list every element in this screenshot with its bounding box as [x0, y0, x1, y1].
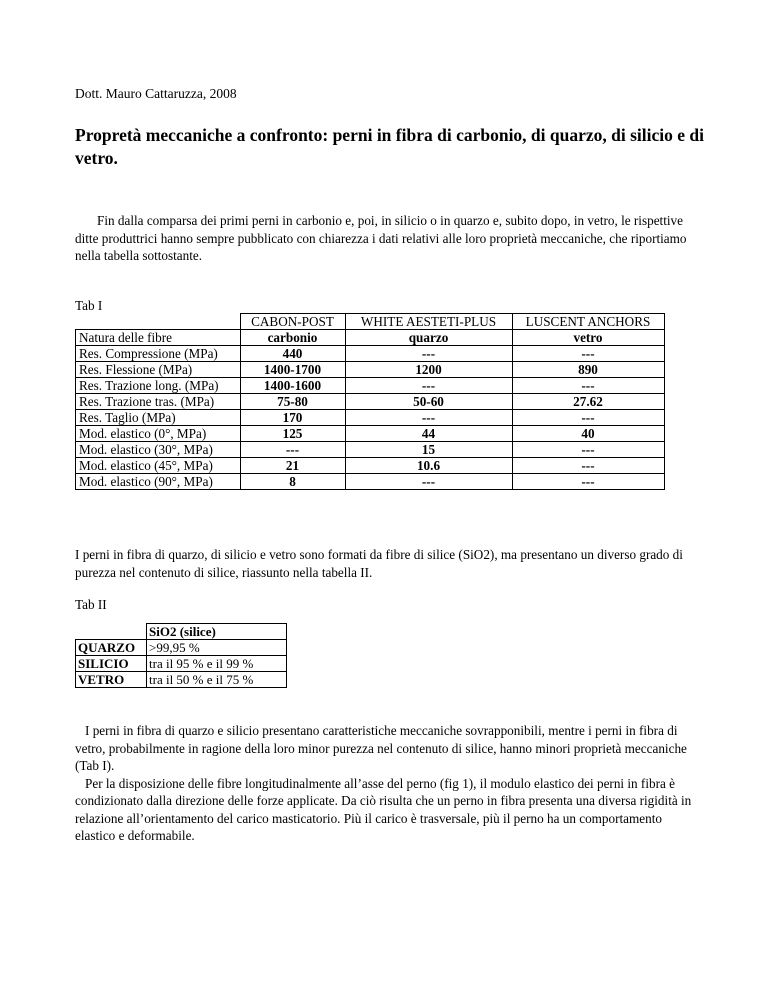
- table-cell: 170: [240, 410, 345, 426]
- table-cell: tra il 95 % e il 99 %: [147, 656, 287, 672]
- table-cell: 1200: [345, 362, 512, 378]
- row-label: Mod. elastico (30°, MPa): [76, 442, 241, 458]
- row-label: Mod. elastico (90°, MPa): [76, 474, 241, 490]
- table-cell: 1400-1600: [240, 378, 345, 394]
- conclusion-section: [75, 722, 705, 845]
- conclusion-paragraph: I perni in fibra di quarzo e silicio presentano caratteristiche meccaniche sovrapponibili, mentre i perni in fibra di vetro, probabilmente in ragione della loro minor purezza nel contenuto di silice, hanno minori proprietà meccaniche (Tab I).: [75, 723, 687, 773]
- table-cell: ---: [512, 474, 664, 490]
- table-row: [76, 346, 665, 362]
- table-cell: 44: [345, 426, 512, 442]
- table-cell: 890: [512, 362, 664, 378]
- table-cell: ---: [345, 378, 512, 394]
- table-row: [76, 672, 287, 688]
- table-cell: ---: [512, 442, 664, 458]
- table-cell: carbonio: [240, 330, 345, 346]
- table-row: [76, 640, 287, 656]
- table-cell: tra il 50 % e il 75 %: [147, 672, 287, 688]
- row-label: VETRO: [76, 672, 147, 688]
- table-row: [76, 458, 665, 474]
- table-cell: ---: [512, 346, 664, 362]
- table2-header-row: [76, 624, 287, 640]
- silica-paragraph: I perni in fibra di quarzo, di silicio e vetro sono formati da fibre di silice (SiO2), ma presentano un diverso grado di purezza nel contenuto di silice, riassunto nella tabella II.: [75, 547, 683, 580]
- table-row: [76, 330, 665, 346]
- table1-header-row: [76, 314, 665, 330]
- table-row: [76, 394, 665, 410]
- conclusion-paragraph: Per la disposizione delle fibre longitudinalmente all’asse del perno (fig 1), il modulo elastico dei perni in fibra è condizionato dalla direzione delle forze applicate. Da ciò risulta che un perno in fibra presenta una diversa rigidità in relazione all’orientamento del carico masticatorio. Più il carico è trasversale, più il perno ha un comportamento elastico e deformabile.: [75, 775, 692, 843]
- row-label: Res. Trazione tras. (MPa): [76, 394, 241, 410]
- table-row: [76, 362, 665, 378]
- row-label: Mod. elastico (0°, MPa): [76, 426, 241, 442]
- table-cell: 8: [240, 474, 345, 490]
- table-cell: ---: [345, 474, 512, 490]
- row-label: Mod. elastico (45°, MPa): [76, 458, 241, 474]
- table1-column-header: WHITE AESTETI-PLUS: [345, 314, 512, 330]
- table-cell: 27.62: [512, 394, 664, 410]
- author-line: Dott. Mauro Cattaruzza, 2008: [75, 86, 237, 101]
- table-cell: ---: [345, 410, 512, 426]
- table-row: [76, 378, 665, 394]
- table1-caption: Tab I: [75, 298, 103, 313]
- table-cell: 15: [345, 442, 512, 458]
- table-cell: 440: [240, 346, 345, 362]
- row-label: Natura delle fibre: [76, 330, 241, 346]
- table-cell: ---: [512, 410, 664, 426]
- table-cell: 50-60: [345, 394, 512, 410]
- row-label: Res. Taglio (MPa): [76, 410, 241, 426]
- table2-caption: Tab II: [75, 597, 107, 612]
- table-cell: >99,95 %: [147, 640, 287, 656]
- table-cell: 1400-1700: [240, 362, 345, 378]
- table-cell: 75-80: [240, 394, 345, 410]
- intro-paragraph: Fin dalla comparsa dei primi perni in carbonio e, poi, in silicio o in quarzo e, subito dopo, in vetro, le rispettive ditte produttrici hanno sempre pubblicato con chiarezza i dati relativi alle loro proprietà meccaniche, che riportiamo nella tabella sottostante.: [75, 213, 687, 263]
- table1-corner-cell: [76, 314, 241, 330]
- table-row: [76, 442, 665, 458]
- document-title: Propretà meccaniche a confronto: perni in fibra di carbonio, di quarzo, di silicio e di vetro.: [75, 125, 705, 168]
- table-cell: vetro: [512, 330, 664, 346]
- table-row: [76, 656, 287, 672]
- table-cell: 40: [512, 426, 664, 442]
- table2-corner-cell: [76, 624, 147, 640]
- table-cell: 125: [240, 426, 345, 442]
- table-cell: 10.6: [345, 458, 512, 474]
- table1-column-header: CABON-POST: [240, 314, 345, 330]
- row-label: SILICIO: [76, 656, 147, 672]
- row-label: Res. Flessione (MPa): [76, 362, 241, 378]
- table-row: [76, 474, 665, 490]
- table-row: [76, 410, 665, 426]
- table-cell: ---: [345, 346, 512, 362]
- table-cell: 21: [240, 458, 345, 474]
- table-cell: ---: [512, 458, 664, 474]
- table1-column-header: LUSCENT ANCHORS: [512, 314, 664, 330]
- properties-table: [75, 313, 665, 490]
- table-cell: ---: [240, 442, 345, 458]
- table-cell: ---: [512, 378, 664, 394]
- table-cell: quarzo: [345, 330, 512, 346]
- silica-table: [75, 623, 287, 688]
- table2-column-header: SiO2 (silice): [147, 624, 287, 640]
- table-row: [76, 426, 665, 442]
- row-label: Res. Compressione (MPa): [76, 346, 241, 362]
- row-label: QUARZO: [76, 640, 147, 656]
- row-label: Res. Trazione long. (MPa): [76, 378, 241, 394]
